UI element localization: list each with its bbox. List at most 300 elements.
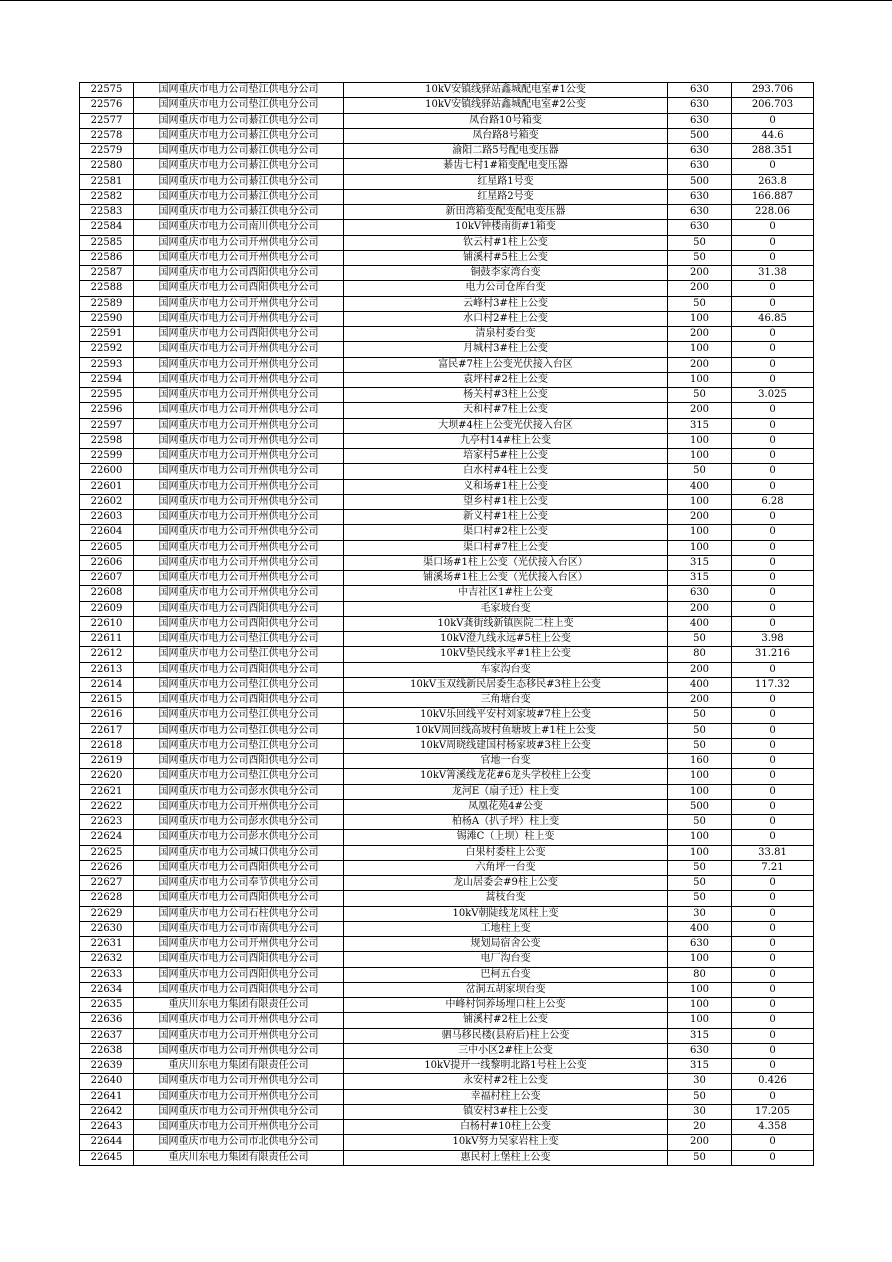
value-cell: 0: [732, 998, 814, 1013]
transformer-name-cell: 望乡村#1柱上公变: [344, 494, 668, 509]
value-cell: 46.85: [732, 311, 814, 326]
capacity-cell: 630: [668, 98, 732, 113]
capacity-cell: 400: [668, 479, 732, 494]
row-id-cell: 22600: [80, 464, 134, 479]
capacity-cell: 630: [668, 586, 732, 601]
table-row: [80, 1043, 814, 1058]
value-cell: 0: [732, 418, 814, 433]
row-id-cell: 22637: [80, 1028, 134, 1043]
table-row: [80, 174, 814, 189]
row-id-cell: 22623: [80, 815, 134, 830]
value-cell: 0: [732, 921, 814, 936]
transformer-name-cell: 铜鼓李家湾台变: [344, 266, 668, 281]
row-id-cell: 22632: [80, 952, 134, 967]
value-cell: 0: [732, 235, 814, 250]
company-cell: 国网重庆市电力公司开州供电分公司: [134, 494, 344, 509]
transformer-name-cell: 10kV玉双线新民居委生态移民#3柱上公变: [344, 677, 668, 692]
value-cell: 0: [732, 281, 814, 296]
capacity-cell: 315: [668, 571, 732, 586]
value-cell: 0: [732, 952, 814, 967]
table-row: [80, 357, 814, 372]
capacity-cell: 315: [668, 418, 732, 433]
table-row: [80, 998, 814, 1013]
row-id-cell: 22621: [80, 784, 134, 799]
company-cell: 国网重庆市电力公司綦江供电分公司: [134, 205, 344, 220]
row-id-cell: 22584: [80, 220, 134, 235]
row-id-cell: 22643: [80, 1120, 134, 1135]
value-cell: 0.426: [732, 1074, 814, 1089]
transformer-name-cell: 官地一台变: [344, 754, 668, 769]
row-id-cell: 22586: [80, 250, 134, 265]
company-cell: 国网重庆市电力公司綦江供电分公司: [134, 189, 344, 204]
transformer-name-cell: 中吉社区1#柱上公变: [344, 586, 668, 601]
value-cell: 0: [732, 159, 814, 174]
row-id-cell: 22578: [80, 128, 134, 143]
table-row: [80, 952, 814, 967]
value-cell: 0: [732, 540, 814, 555]
capacity-cell: 200: [668, 327, 732, 342]
table-row: [80, 464, 814, 479]
transformer-name-cell: 新义村#1柱上公变: [344, 510, 668, 525]
company-cell: 国网重庆市电力公司酉阳供电分公司: [134, 967, 344, 982]
row-id-cell: 22638: [80, 1043, 134, 1058]
transformer-name-cell: 龙河E（扇子迁）柱上变: [344, 784, 668, 799]
value-cell: 0: [732, 586, 814, 601]
transformer-name-cell: 车家沟台变: [344, 662, 668, 677]
company-cell: 国网重庆市电力公司垫江供电分公司: [134, 723, 344, 738]
value-cell: 0: [732, 723, 814, 738]
capacity-cell: 200: [668, 266, 732, 281]
row-id-cell: 22640: [80, 1074, 134, 1089]
company-cell: 国网重庆市电力公司酉阳供电分公司: [134, 327, 344, 342]
capacity-cell: 315: [668, 1028, 732, 1043]
table-row: [80, 754, 814, 769]
capacity-cell: 50: [668, 738, 732, 753]
row-id-cell: 22599: [80, 449, 134, 464]
transformer-name-cell: 白果村委柱上公变: [344, 845, 668, 860]
value-cell: 288.351: [732, 144, 814, 159]
transformer-name-cell: 白杨村#10柱上公变: [344, 1120, 668, 1135]
company-cell: 国网重庆市电力公司酉阳供电分公司: [134, 266, 344, 281]
table-row: [80, 418, 814, 433]
capacity-cell: 200: [668, 1135, 732, 1150]
row-id-cell: 22609: [80, 601, 134, 616]
value-cell: 0: [732, 769, 814, 784]
capacity-cell: 100: [668, 494, 732, 509]
transformer-name-cell: 10kV澄九线永远#5柱上公变: [344, 632, 668, 647]
capacity-cell: 630: [668, 113, 732, 128]
row-id-cell: 22580: [80, 159, 134, 174]
row-id-cell: 22625: [80, 845, 134, 860]
capacity-cell: 20: [668, 1120, 732, 1135]
table-row: [80, 98, 814, 113]
value-cell: 0: [732, 738, 814, 753]
capacity-cell: 630: [668, 159, 732, 174]
transformer-name-cell: 锡滩C（上坝）柱上变: [344, 830, 668, 845]
company-cell: 国网重庆市电力公司开州供电分公司: [134, 250, 344, 265]
value-cell: 3.98: [732, 632, 814, 647]
row-id-cell: 22587: [80, 266, 134, 281]
company-cell: 国网重庆市电力公司垫江供电分公司: [134, 738, 344, 753]
capacity-cell: 50: [668, 1089, 732, 1104]
company-cell: 重庆川东电力集团有限责任公司: [134, 998, 344, 1013]
transformer-name-cell: 电厂沟台变: [344, 952, 668, 967]
table-row: [80, 860, 814, 875]
transformer-name-cell: 10kV安镇线驿站鑫城配电室#2公变: [344, 98, 668, 113]
capacity-cell: 100: [668, 1013, 732, 1028]
transformer-name-cell: 岔洞五胡家坝台变: [344, 982, 668, 997]
company-cell: 国网重庆市电力公司酉阳供电分公司: [134, 952, 344, 967]
transformer-name-cell: 凤台路8号箱变: [344, 128, 668, 143]
table-row: [80, 433, 814, 448]
capacity-cell: 50: [668, 708, 732, 723]
capacity-cell: 100: [668, 525, 732, 540]
row-id-cell: 22614: [80, 677, 134, 692]
transformer-name-cell: 三角塘台变: [344, 693, 668, 708]
table-row: [80, 937, 814, 952]
transformer-name-cell: 电力公司仓库台变: [344, 281, 668, 296]
row-id-cell: 22577: [80, 113, 134, 128]
company-cell: 国网重庆市电力公司酉阳供电分公司: [134, 601, 344, 616]
value-cell: 0: [732, 571, 814, 586]
transformer-table: [79, 82, 814, 1166]
transformer-name-cell: 红星路2号变: [344, 189, 668, 204]
table-row: [80, 113, 814, 128]
table-row: [80, 144, 814, 159]
capacity-cell: 50: [668, 388, 732, 403]
company-cell: 国网重庆市电力公司市北供电分公司: [134, 1135, 344, 1150]
row-id-cell: 22617: [80, 723, 134, 738]
capacity-cell: 400: [668, 921, 732, 936]
table-row: [80, 510, 814, 525]
table-row: [80, 342, 814, 357]
table-row: [80, 296, 814, 311]
capacity-cell: 100: [668, 311, 732, 326]
value-cell: 6.28: [732, 494, 814, 509]
transformer-name-cell: 10kV乐回线平安村刘家坡#7柱上公变: [344, 708, 668, 723]
row-id-cell: 22575: [80, 83, 134, 98]
capacity-cell: 100: [668, 769, 732, 784]
transformer-name-cell: 10kV周回线高坡村鱼塘坡上#1柱上公变: [344, 723, 668, 738]
row-id-cell: 22613: [80, 662, 134, 677]
table-row: [80, 1120, 814, 1135]
capacity-cell: 100: [668, 433, 732, 448]
capacity-cell: 200: [668, 601, 732, 616]
value-cell: 44.6: [732, 128, 814, 143]
table-row: [80, 555, 814, 570]
row-id-cell: 22603: [80, 510, 134, 525]
company-cell: 国网重庆市电力公司石柱供电分公司: [134, 906, 344, 921]
company-cell: 国网重庆市电力公司开州供电分公司: [134, 571, 344, 586]
capacity-cell: 160: [668, 754, 732, 769]
company-cell: 国网重庆市电力公司酉阳供电分公司: [134, 662, 344, 677]
transformer-name-cell: 渠口场#1柱上公变（光伏接入台区）: [344, 555, 668, 570]
value-cell: 0: [732, 937, 814, 952]
company-cell: 国网重庆市电力公司开州供电分公司: [134, 464, 344, 479]
capacity-cell: 50: [668, 632, 732, 647]
company-cell: 国网重庆市电力公司綦江供电分公司: [134, 113, 344, 128]
company-cell: 国网重庆市电力公司开州供电分公司: [134, 1089, 344, 1104]
transformer-name-cell: 10kV提开一线黎明北路1号柱上公变: [344, 1059, 668, 1074]
capacity-cell: 50: [668, 860, 732, 875]
company-cell: 国网重庆市电力公司开州供电分公司: [134, 372, 344, 387]
transformer-name-cell: 10kV钟楼南街#1箱变: [344, 220, 668, 235]
table-row: [80, 311, 814, 326]
company-cell: 国网重庆市电力公司城口供电分公司: [134, 845, 344, 860]
company-cell: 国网重庆市电力公司开州供电分公司: [134, 357, 344, 372]
transformer-name-cell: 幸福村柱上公变: [344, 1089, 668, 1104]
table-row: [80, 830, 814, 845]
table-row: [80, 815, 814, 830]
transformer-name-cell: 10kV龚街线新镇医院二柱上变: [344, 616, 668, 631]
company-cell: 国网重庆市电力公司开州供电分公司: [134, 1043, 344, 1058]
row-id-cell: 22604: [80, 525, 134, 540]
row-id-cell: 22595: [80, 388, 134, 403]
transformer-name-cell: 杨关村#3柱上公变: [344, 388, 668, 403]
capacity-cell: 100: [668, 830, 732, 845]
transformer-name-cell: 永安村#2柱上公变: [344, 1074, 668, 1089]
row-id-cell: 22631: [80, 937, 134, 952]
capacity-cell: 100: [668, 998, 732, 1013]
value-cell: 0: [732, 876, 814, 891]
page-top-border: [0, 0, 892, 1]
row-id-cell: 22610: [80, 616, 134, 631]
company-cell: 国网重庆市电力公司开州供电分公司: [134, 1013, 344, 1028]
company-cell: 国网重庆市电力公司奉节供电分公司: [134, 876, 344, 891]
table-row: [80, 1150, 814, 1165]
value-cell: 0: [732, 601, 814, 616]
value-cell: 0: [732, 250, 814, 265]
transformer-name-cell: 10kV周晓线建国村杨家坡#3柱上公变: [344, 738, 668, 753]
company-cell: 国网重庆市电力公司开州供电分公司: [134, 799, 344, 814]
row-id-cell: 22620: [80, 769, 134, 784]
transformer-name-cell: 云峰村3#柱上公变: [344, 296, 668, 311]
company-cell: 国网重庆市电力公司开州供电分公司: [134, 555, 344, 570]
transformer-name-cell: 毛家坡台变: [344, 601, 668, 616]
row-id-cell: 22624: [80, 830, 134, 845]
table-row: [80, 1104, 814, 1119]
transformer-name-cell: 新田湾箱变配变配电变压器: [344, 205, 668, 220]
company-cell: 国网重庆市电力公司垫江供电分公司: [134, 632, 344, 647]
capacity-cell: 630: [668, 220, 732, 235]
company-cell: 国网重庆市电力公司彭水供电分公司: [134, 830, 344, 845]
capacity-cell: 200: [668, 510, 732, 525]
company-cell: 国网重庆市电力公司开州供电分公司: [134, 388, 344, 403]
table-row: [80, 388, 814, 403]
transformer-name-cell: 三中小区2#柱上公变: [344, 1043, 668, 1058]
company-cell: 国网重庆市电力公司开州供电分公司: [134, 449, 344, 464]
value-cell: 0: [732, 296, 814, 311]
capacity-cell: 630: [668, 83, 732, 98]
company-cell: 国网重庆市电力公司酉阳供电分公司: [134, 616, 344, 631]
company-cell: 国网重庆市电力公司彭水供电分公司: [134, 815, 344, 830]
transformer-name-cell: 九亭村14#柱上公变: [344, 433, 668, 448]
table-row: [80, 647, 814, 662]
value-cell: 0: [732, 433, 814, 448]
company-cell: 国网重庆市电力公司开州供电分公司: [134, 586, 344, 601]
row-id-cell: 22612: [80, 647, 134, 662]
table-row: [80, 967, 814, 982]
table-row: [80, 281, 814, 296]
value-cell: 0: [732, 967, 814, 982]
company-cell: 重庆川东电力集团有限责任公司: [134, 1150, 344, 1165]
transformer-name-cell: 规划局宿舍公变: [344, 937, 668, 952]
capacity-cell: 50: [668, 1150, 732, 1165]
table-row: [80, 662, 814, 677]
transformer-name-cell: 10kV安镇线驿站鑫城配电室#1公变: [344, 83, 668, 98]
table-row: [80, 616, 814, 631]
row-id-cell: 22639: [80, 1059, 134, 1074]
value-cell: 0: [732, 799, 814, 814]
row-id-cell: 22608: [80, 586, 134, 601]
capacity-cell: 630: [668, 937, 732, 952]
row-id-cell: 22597: [80, 418, 134, 433]
company-cell: 国网重庆市电力公司开州供电分公司: [134, 342, 344, 357]
row-id-cell: 22644: [80, 1135, 134, 1150]
capacity-cell: 500: [668, 799, 732, 814]
capacity-cell: 50: [668, 815, 732, 830]
capacity-cell: 100: [668, 372, 732, 387]
company-cell: 国网重庆市电力公司酉阳供电分公司: [134, 982, 344, 997]
table-row: [80, 906, 814, 921]
company-cell: 重庆川东电力集团有限责任公司: [134, 1059, 344, 1074]
table-row: [80, 876, 814, 891]
row-id-cell: 22589: [80, 296, 134, 311]
table-row: [80, 677, 814, 692]
value-cell: 0: [732, 464, 814, 479]
row-id-cell: 22592: [80, 342, 134, 357]
row-id-cell: 22601: [80, 479, 134, 494]
company-cell: 国网重庆市电力公司开州供电分公司: [134, 1028, 344, 1043]
value-cell: 0: [732, 906, 814, 921]
capacity-cell: 50: [668, 296, 732, 311]
value-cell: 0: [732, 784, 814, 799]
value-cell: 293.706: [732, 83, 814, 98]
capacity-cell: 315: [668, 1059, 732, 1074]
capacity-cell: 400: [668, 616, 732, 631]
value-cell: 0: [732, 662, 814, 677]
value-cell: 0: [732, 525, 814, 540]
row-id-cell: 22591: [80, 327, 134, 342]
company-cell: 国网重庆市电力公司垫江供电分公司: [134, 98, 344, 113]
company-cell: 国网重庆市电力公司开州供电分公司: [134, 418, 344, 433]
transformer-name-cell: 水口村2#柱上公变: [344, 311, 668, 326]
company-cell: 国网重庆市电力公司开州供电分公司: [134, 510, 344, 525]
transformer-name-cell: 10kV努力吴家岩柱上变: [344, 1135, 668, 1150]
capacity-cell: 50: [668, 250, 732, 265]
company-cell: 国网重庆市电力公司綦江供电分公司: [134, 174, 344, 189]
table-row: [80, 540, 814, 555]
company-cell: 国网重庆市电力公司垫江供电分公司: [134, 677, 344, 692]
capacity-cell: 500: [668, 174, 732, 189]
transformer-name-cell: 大坝#4柱上公变光伏接入台区: [344, 418, 668, 433]
transformer-name-cell: 义和场#1柱上公变: [344, 479, 668, 494]
company-cell: 国网重庆市电力公司酉阳供电分公司: [134, 860, 344, 875]
row-id-cell: 22616: [80, 708, 134, 723]
table-row: [80, 738, 814, 753]
table-row: [80, 479, 814, 494]
value-cell: 0: [732, 815, 814, 830]
company-cell: 国网重庆市电力公司开州供电分公司: [134, 235, 344, 250]
table-row: [80, 571, 814, 586]
value-cell: 0: [732, 1028, 814, 1043]
row-id-cell: 22636: [80, 1013, 134, 1028]
value-cell: 166.887: [732, 189, 814, 204]
transformer-name-cell: 龙山居委会#9柱上公变: [344, 876, 668, 891]
transformer-name-cell: 铺溪村#2柱上公变: [344, 1013, 668, 1028]
table-row: [80, 708, 814, 723]
row-id-cell: 22596: [80, 403, 134, 418]
value-cell: 17.205: [732, 1104, 814, 1119]
value-cell: 0: [732, 1089, 814, 1104]
table-body: [80, 83, 814, 1166]
company-cell: 国网重庆市电力公司酉阳供电分公司: [134, 281, 344, 296]
capacity-cell: 80: [668, 967, 732, 982]
row-id-cell: 22576: [80, 98, 134, 113]
table-row: [80, 586, 814, 601]
table-row: [80, 1059, 814, 1074]
row-id-cell: 22590: [80, 311, 134, 326]
row-id-cell: 22629: [80, 906, 134, 921]
company-cell: 国网重庆市电力公司开州供电分公司: [134, 540, 344, 555]
capacity-cell: 100: [668, 982, 732, 997]
table-row: [80, 205, 814, 220]
company-cell: 国网重庆市电力公司垫江供电分公司: [134, 83, 344, 98]
company-cell: 国网重庆市电力公司开州供电分公司: [134, 403, 344, 418]
value-cell: 0: [732, 342, 814, 357]
table-row: [80, 632, 814, 647]
transformer-name-cell: 柏杨A（扒子坪）柱上变: [344, 815, 668, 830]
value-cell: 117.32: [732, 677, 814, 692]
capacity-cell: 50: [668, 723, 732, 738]
transformer-name-cell: 渝阳二路5号配电变压器: [344, 144, 668, 159]
capacity-cell: 100: [668, 952, 732, 967]
transformer-name-cell: 镇安村3#柱上公变: [344, 1104, 668, 1119]
table-row: [80, 372, 814, 387]
table-row: [80, 921, 814, 936]
capacity-cell: 630: [668, 1043, 732, 1058]
transformer-name-cell: 白水村#4柱上公变: [344, 464, 668, 479]
transformer-name-cell: 铺溪场#1柱上公变（光伏接入台区）: [344, 571, 668, 586]
value-cell: 0: [732, 830, 814, 845]
table-row: [80, 189, 814, 204]
table-row: [80, 525, 814, 540]
table-row: [80, 159, 814, 174]
value-cell: 0: [732, 357, 814, 372]
row-id-cell: 22642: [80, 1104, 134, 1119]
value-cell: 7.21: [732, 860, 814, 875]
capacity-cell: 500: [668, 128, 732, 143]
value-cell: 0: [732, 113, 814, 128]
row-id-cell: 22628: [80, 891, 134, 906]
value-cell: 0: [732, 1043, 814, 1058]
transformer-name-cell: 月城村3#柱上公变: [344, 342, 668, 357]
company-cell: 国网重庆市电力公司垫江供电分公司: [134, 647, 344, 662]
company-cell: 国网重庆市电力公司开州供电分公司: [134, 937, 344, 952]
company-cell: 国网重庆市电力公司綦江供电分公司: [134, 128, 344, 143]
value-cell: 0: [732, 891, 814, 906]
transformer-name-cell: 10kV朝陡线龙凤柱上变: [344, 906, 668, 921]
table-row: [80, 693, 814, 708]
value-cell: 0: [732, 220, 814, 235]
row-id-cell: 22615: [80, 693, 134, 708]
value-cell: 0: [732, 479, 814, 494]
table-row: [80, 982, 814, 997]
transformer-name-cell: 驷马移民楼(县府后)柱上公变: [344, 1028, 668, 1043]
company-cell: 国网重庆市电力公司开州供电分公司: [134, 479, 344, 494]
table-row: [80, 1074, 814, 1089]
table-row: [80, 250, 814, 265]
